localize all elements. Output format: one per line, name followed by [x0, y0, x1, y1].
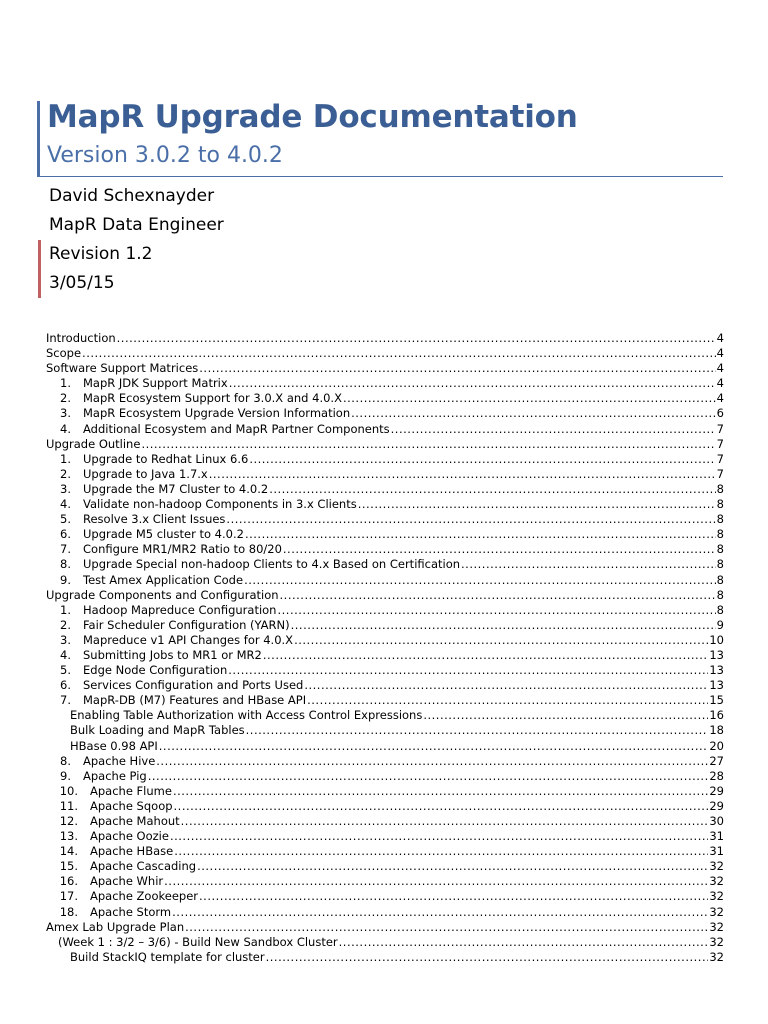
toc-entry[interactable]: 13. Apache Oozie ..... 31 [46, 829, 724, 844]
toc-entry[interactable]: (Week 1 : 3/2 – 3/6) - Build New Sandbox Cluster ..... 32 [46, 935, 724, 950]
toc-entry[interactable]: Enabling Table Authorization with Access Control Expressions ..... 16 [46, 708, 724, 723]
toc-entry[interactable]: 2. Upgrade to Java 1.7.x ..... 7 [46, 467, 724, 482]
toc-entry[interactable]: 5. Resolve 3.x Client Issues ..... 8 [46, 512, 724, 527]
toc-entry[interactable]: 9. Test Amex Application Code ..... 8 [46, 573, 724, 588]
toc-entry[interactable]: Bulk Loading and MapR Tables ..... 18 [46, 723, 724, 738]
document-subtitle: Version 3.0.2 to 4.0.2 [47, 143, 283, 168]
author-role: MapR Data Engineer [49, 215, 224, 235]
toc-entry[interactable]: 3. Upgrade the M7 Cluster to 4.0.2 ..... 8 [46, 482, 724, 497]
toc-entry[interactable]: Build StackIQ template for cluster ..... 32 [46, 950, 724, 965]
toc-entry[interactable]: 11. Apache Sqoop ..... 29 [46, 799, 724, 814]
toc-entry[interactable]: 12. Apache Mahout ..... 30 [46, 814, 724, 829]
toc-entry[interactable]: 16. Apache Whir ..... 32 [46, 874, 724, 889]
toc-entry[interactable]: 6. Services Configuration and Ports Used ..... 13 [46, 678, 724, 693]
toc-entry[interactable]: 8. Upgrade Special non-hadoop Clients to 4.x Based on Certification ..... 8 [46, 557, 724, 572]
toc-entry[interactable]: 7. MapR-DB (M7) Features and HBase API ..... 15 [46, 693, 724, 708]
author-name: David Schexnayder [49, 186, 215, 206]
document-meta [38, 182, 438, 298]
toc-entry[interactable]: 2. MapR Ecosystem Support for 3.0.X and 4.0.X ..... 4 [46, 391, 724, 406]
toc-entry[interactable]: 2. Fair Scheduler Configuration (YARN) ..... 9 [46, 618, 724, 633]
toc-entry[interactable]: Upgrade Outline ..... 7 [46, 437, 724, 452]
toc-entry[interactable]: 4. Additional Ecosystem and MapR Partner Components ..... 7 [46, 422, 724, 437]
toc-entry[interactable]: 1. Hadoop Mapreduce Configuration ..... 8 [46, 603, 724, 618]
document-title: MapR Upgrade Documentation [47, 99, 578, 135]
toc-entry[interactable]: 5. Edge Node Configuration ..... 13 [46, 663, 724, 678]
toc-entry[interactable]: 15. Apache Cascading ..... 32 [46, 859, 724, 874]
toc-entry[interactable]: 3. MapR Ecosystem Upgrade Version Information ..... 6 [46, 406, 724, 421]
toc-entry[interactable]: Upgrade Components and Configuration ..... 8 [46, 588, 724, 603]
toc-entry[interactable]: 10. Apache Flume ..... 29 [46, 784, 724, 799]
toc-entry[interactable]: Scope ..... 4 [46, 346, 724, 361]
toc-entry[interactable]: 4. Validate non-hadoop Components in 3.x Clients ..... 8 [46, 497, 724, 512]
table-of-contents [46, 331, 724, 965]
toc-entry[interactable]: 4. Submitting Jobs to MR1 or MR2 ..... 13 [46, 648, 724, 663]
toc-entry[interactable]: 9. Apache Pig ..... 28 [46, 769, 724, 784]
toc-entry[interactable]: 17. Apache Zookeeper ..... 32 [46, 889, 724, 904]
toc-entry[interactable]: Amex Lab Upgrade Plan ..... 32 [46, 920, 724, 935]
toc-entry[interactable]: 6. Upgrade M5 cluster to 4.0.2 ..... 8 [46, 527, 724, 542]
toc-entry[interactable]: Software Support Matrices ..... 4 [46, 361, 724, 376]
toc-entry[interactable]: 3. Mapreduce v1 API Changes for 4.0.X ..... 10 [46, 633, 724, 648]
toc-entry[interactable]: 1. Upgrade to Redhat Linux 6.6 ..... 7 [46, 452, 724, 467]
toc-entry[interactable]: 7. Configure MR1/MR2 Ratio to 80/20 ..... 8 [46, 542, 724, 557]
toc-entry[interactable]: 14. Apache HBase ..... 31 [46, 844, 724, 859]
toc-entry[interactable]: 8. Apache Hive ..... 27 [46, 754, 724, 769]
toc-entry[interactable]: Introduction ..... 4 [46, 331, 724, 346]
title-block [37, 101, 723, 177]
toc-entry[interactable]: HBase 0.98 API ..... 20 [46, 739, 724, 754]
toc-entry[interactable]: 1. MapR JDK Support Matrix ..... 4 [46, 376, 724, 391]
toc-entry[interactable]: 18. Apache Storm ..... 32 [46, 905, 724, 920]
document-date: 3/05/15 [38, 269, 438, 298]
revision-label: Revision 1.2 [38, 240, 438, 269]
